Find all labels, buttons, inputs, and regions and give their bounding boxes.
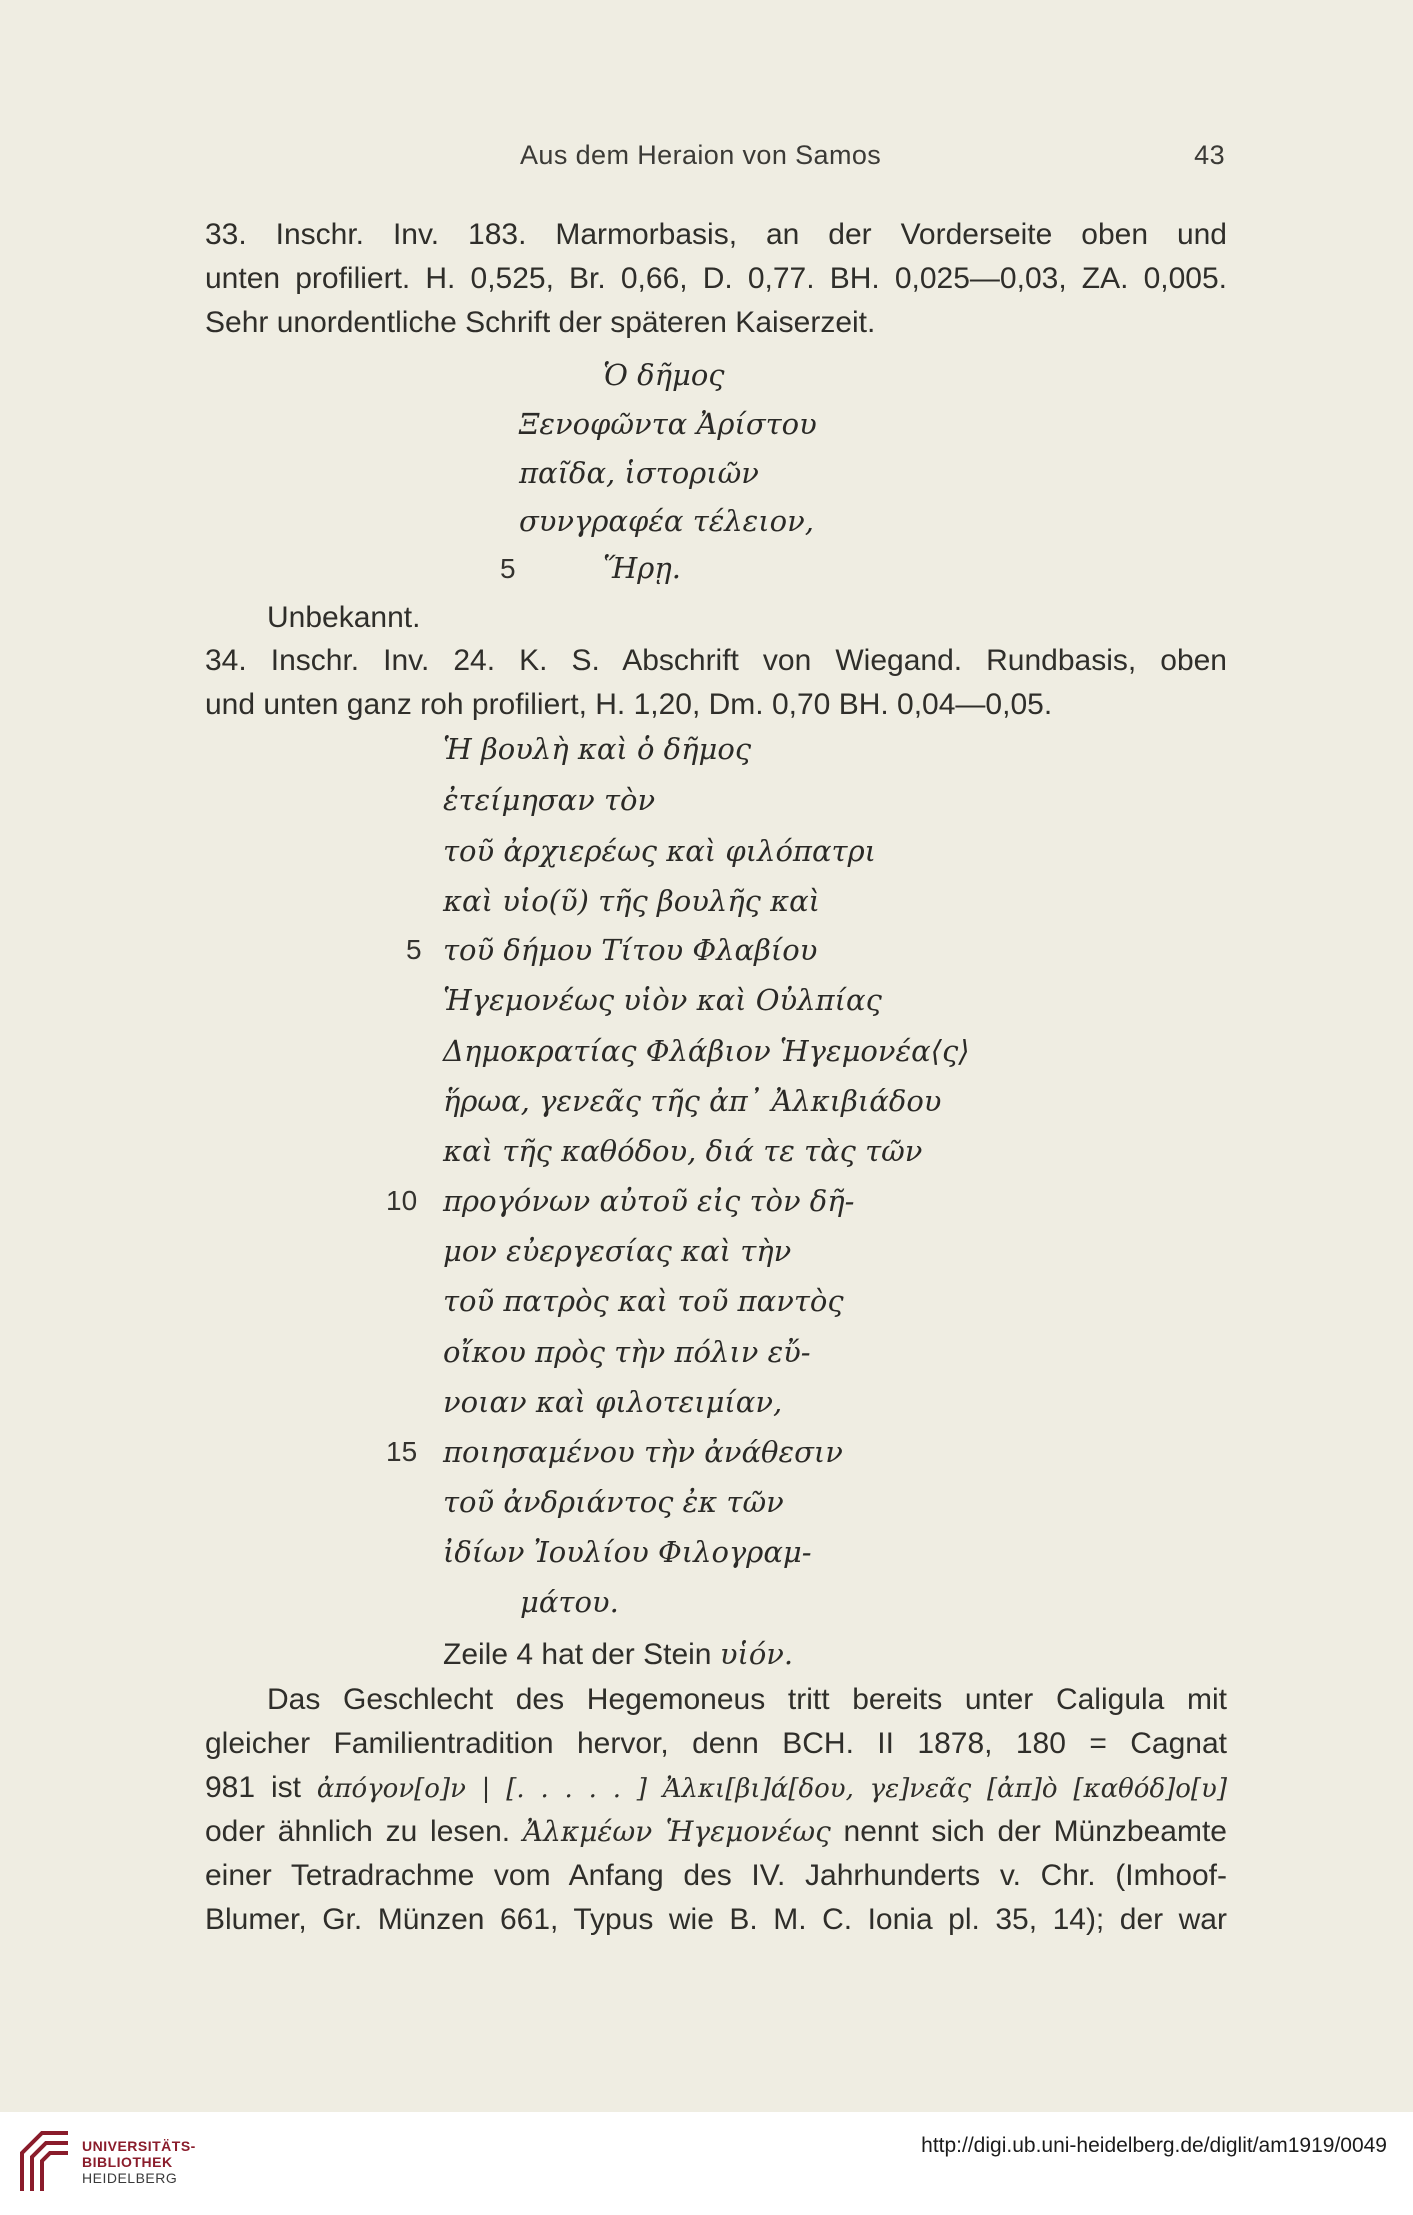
paragraph-line-6: Blumer, Gr. Münzen 661, Typus wie B. M. C. Ionia pl. 35, 14); der war [205, 1903, 1227, 1936]
paragraph-line-5: einer Tetradrachme vom Anfang des IV. Jahrhunderts v. Chr. (Imhoof- [205, 1859, 1227, 1892]
entry34-line-number-5: 5 [406, 934, 422, 965]
logo-line-3: HEIDELBERG [82, 2170, 178, 2186]
entry34-inscription-line-13: οἴκου πρὸς τὴν πόλιν εὔ- [443, 1335, 811, 1369]
paragraph-line-4-text-b: nennt sich der Münzbeamte [830, 1815, 1227, 1848]
entry34-note [443, 1632, 1413, 1677]
entry34-inscription-line-8: ἥρωα, γενεᾶς τῆς ἀπ᾽ Ἀλκιβιάδου [443, 1084, 942, 1118]
paragraph-line-1-text: Das Geschlecht des Hegemoneus tritt bereits unter Caligula mit [267, 1683, 1227, 1716]
paragraph-line-1 [205, 1678, 1227, 1722]
entry33-inscription-line-2: Ξενοφῶντα Ἀρίστου [519, 407, 817, 441]
library-logo-icon [16, 2127, 74, 2195]
entry33-inscription-line-3: παῖδα, ἱστοριῶν [519, 456, 759, 490]
entry33-line-3: Sehr unordentliche Schrift der späteren Kaiserzeit. [205, 306, 876, 339]
entry34-line-1: 34. Inschr. Inv. 24. K. S. Abschrift von Wiegand. Rundbasis, oben [205, 644, 1227, 677]
entry33-inscription-line-1: Ὁ δῆμος [603, 358, 725, 392]
entry34-inscription-line-5: τοῦ δήμου Τίτου Φλαβίου [443, 933, 818, 967]
entry34-inscription-line-18: μάτου. [520, 1585, 619, 1619]
entry33-inscription-line-4: συνγραφέα τέλειον, [519, 504, 814, 538]
entry34-inscription-line-2: ἐτείμησαν τὸν [443, 783, 656, 817]
entry34-line-2: und unten ganz roh profiliert, H. 1,20, Dm. 0,70 BH. 0,04—0,05. [205, 688, 1053, 721]
entry33-line-number-5: 5 [500, 553, 516, 584]
entry33-note: Unbekannt. [267, 601, 421, 634]
entry33-line-1: 33. Inschr. Inv. 183. Marmorbasis, an der Vorderseite oben und [205, 218, 1227, 251]
paragraph-line-3-greek: ἀπόγον[ο]ν | [. . . . . ] Ἀλκι[βι]ά[δου, γε]νεᾶς [ἀπ]ὸ [καθόδ]ο[υ] [316, 1774, 1227, 1804]
running-title: Aus dem Heraion von Samos [520, 140, 882, 170]
entry34-note-greek: υἱόν. [719, 1637, 794, 1671]
paragraph-line-2: gleicher Familientradition hervor, denn BCH. II 1878, 180 = Cagnat [205, 1727, 1227, 1760]
entry34-inscription-line-6: Ἡγεμονέως υἱὸν καὶ Οὐλπίας [443, 983, 882, 1017]
entry34-inscription-line-9: καὶ τῆς καθόδου, διά τε τὰς τῶν [443, 1134, 923, 1168]
paragraph-line-4-text-a: oder ähnlich zu lesen. [205, 1815, 523, 1848]
digitization-footer [0, 2112, 1413, 2215]
entry33-line-2: unten profiliert. H. 0,525, Br. 0,66, D. 0,77. BH. 0,025—0,03, ZA. 0,005. [205, 262, 1227, 295]
entry34-inscription-line-16: τοῦ ἀνδριάντος ἐκ τῶν [443, 1485, 784, 1519]
entry34-inscription-line-14: νοιαν καὶ φιλοτειμίαν, [443, 1385, 783, 1419]
logo-line-2: BIBLIOTHEK [82, 2154, 173, 2170]
entry34-inscription-line-4: καὶ υἱο(ῦ) τῆς βουλῆς καὶ [443, 884, 821, 918]
entry34-line-number-15: 15 [386, 1436, 418, 1467]
paragraph-line-4 [205, 1810, 1227, 1854]
paragraph-line-4-greek: Ἀλκμέων Ἡγεμονέως [522, 1815, 831, 1848]
entry34-inscription-line-17: ἰδίων Ἰουλίου Φιλογραμ- [443, 1535, 812, 1569]
entry33-inscription-line-5: Ἥρῃ. [603, 551, 681, 585]
page-number: 43 [1194, 140, 1225, 170]
library-logo-text [82, 2138, 196, 2186]
entry34-inscription-line-1: Ἡ βουλὴ καὶ ὁ δῆμος [443, 732, 752, 766]
source-url-link[interactable]: http://digi.ub.uni-heidelberg.de/diglit/am1919/0049 [921, 2134, 1387, 2157]
paragraph-line-3-text: 981 ist [205, 1771, 317, 1804]
entry34-inscription-line-7: Δημοκρατίας Φλάβιον Ἡγεμονέα⟨ς⟩ [443, 1034, 970, 1068]
logo-line-1: UNIVERSITÄTS- [82, 2138, 196, 2154]
entry34-inscription-line-15: ποιησαμένου τὴν ἀνάθεσιν [443, 1435, 843, 1469]
entry34-inscription-line-12: τοῦ πατρὸς καὶ τοῦ παντὸς [443, 1284, 844, 1318]
entry34-note-text: Zeile 4 hat der Stein [443, 1638, 720, 1671]
entry34-inscription-line-3: τοῦ ἀρχιερέως καὶ φιλόπατρι [443, 834, 877, 868]
entry34-inscription-line-10: προγόνων αὐτοῦ εἰς τὸν δῆ- [443, 1184, 855, 1218]
running-header [520, 140, 1225, 171]
entry34-line-number-10: 10 [386, 1185, 418, 1216]
entry34-inscription-line-11: μον εὐεργεσίας καὶ τὴν [443, 1234, 792, 1268]
paragraph-line-3 [205, 1766, 1227, 1811]
